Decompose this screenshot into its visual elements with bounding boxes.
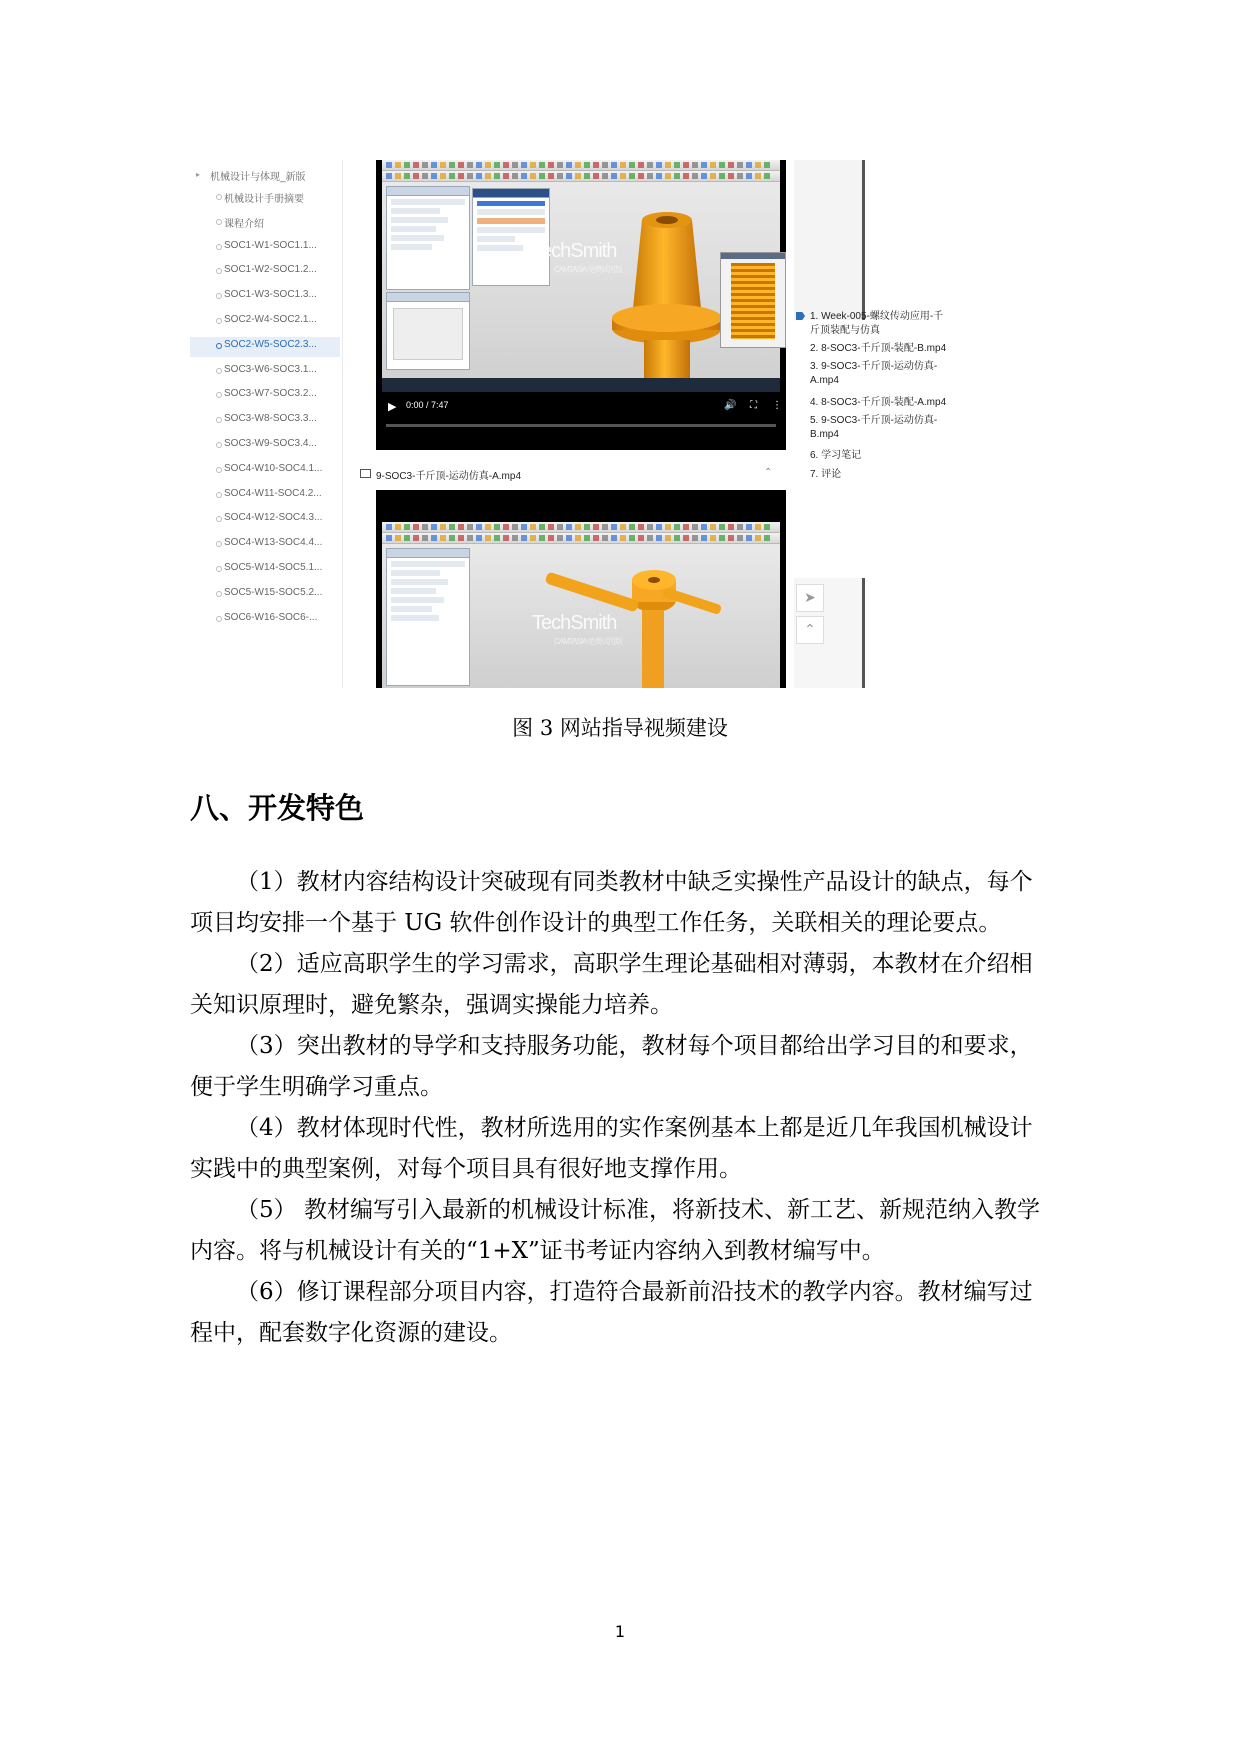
ug-toolbar xyxy=(382,160,780,171)
bullet-icon xyxy=(216,343,222,349)
toolbar-tool-icon xyxy=(395,524,401,530)
thread-preview-window xyxy=(720,252,786,348)
bullet-icon xyxy=(216,244,222,250)
more-options-icon[interactable]: ⋮ xyxy=(772,400,782,411)
bullet-icon xyxy=(216,591,222,597)
toolbar-tool-icon xyxy=(764,524,770,530)
toolbar-tool-icon xyxy=(413,162,419,168)
toolbar-tool-icon xyxy=(593,524,599,530)
playlist-item[interactable]: A.mp4 xyxy=(810,375,839,386)
playlist-item[interactable]: 1. Week-005-螺纹传动应用-千 xyxy=(810,311,944,322)
toolbar-tool-icon xyxy=(620,173,626,179)
toolbar-tool-icon xyxy=(503,524,509,530)
toolbar-tool-icon xyxy=(746,535,752,541)
toolbar-tool-icon xyxy=(557,162,563,168)
toolbar-tool-icon xyxy=(611,535,617,541)
toolbar-tool-icon xyxy=(683,535,689,541)
toolbar-tool-icon xyxy=(674,535,680,541)
toolbar-tool-icon xyxy=(701,535,707,541)
toolbar-tool-icon xyxy=(728,173,734,179)
bullet-icon xyxy=(216,194,222,200)
toolbar-tool-icon xyxy=(629,524,635,530)
video-2-title-row xyxy=(360,467,790,485)
toolbar-tool-icon xyxy=(755,524,761,530)
collapse-chevron-icon[interactable]: ⌃ xyxy=(764,467,773,478)
toolbar-tool-icon xyxy=(485,162,491,168)
sidebar-item-label: SOC4-W10-SOC4.1... xyxy=(224,462,323,474)
toolbar-tool-icon xyxy=(440,524,446,530)
toolbar-tool-icon xyxy=(656,173,662,179)
toolbar-tool-icon xyxy=(530,535,536,541)
toolbar-tool-icon xyxy=(728,524,734,530)
sidebar-item[interactable] xyxy=(190,287,340,307)
toolbar-tool-icon xyxy=(710,173,716,179)
toolbar-tool-icon xyxy=(755,535,761,541)
figure-caption: 图 3 网站指导视频建设 xyxy=(512,716,728,740)
toolbar-tool-icon xyxy=(476,162,482,168)
toolbar-tool-icon xyxy=(647,524,653,530)
toolbar-tool-icon xyxy=(665,162,671,168)
sidebar-item-label: SOC3-W7-SOC3.2... xyxy=(224,388,317,400)
toolbar-tool-icon xyxy=(476,173,482,179)
toolbar-tool-icon xyxy=(521,162,527,168)
toolbar-tool-icon xyxy=(539,535,545,541)
paragraph-4: （4）教材体现时代性，教材所选用的实作案例基本上都是近几年我国机械设计实践中的典型案例，对每个项目具有很好地支撑作用。 xyxy=(190,1115,1033,1182)
toolbar-tool-icon xyxy=(602,162,608,168)
toolbar-tool-icon xyxy=(548,535,554,541)
toolbar-tool-icon xyxy=(395,535,401,541)
bullet-icon xyxy=(216,492,222,498)
sidebar-item[interactable] xyxy=(190,238,340,258)
toolbar-tool-icon xyxy=(494,162,500,168)
toolbar-tool-icon xyxy=(584,535,590,541)
sidebar-item[interactable] xyxy=(190,188,340,208)
toolbar-tool-icon xyxy=(521,173,527,179)
watermark-sub-2: CAMTASIA 免费试用版 xyxy=(554,637,623,646)
toolbar-tool-icon xyxy=(521,535,527,541)
toolbar-tool-icon xyxy=(602,524,608,530)
sidebar-item-label: SOC6-W16-SOC6-... xyxy=(224,611,318,623)
video-player-2[interactable] xyxy=(376,490,786,688)
sidebar-item-label: SOC1-W2-SOC1.2... xyxy=(224,264,317,276)
toolbar-tool-icon xyxy=(647,173,653,179)
toolbar-tool-icon xyxy=(710,535,716,541)
toolbar-tool-icon xyxy=(692,535,698,541)
toolbar-tool-icon xyxy=(674,524,680,530)
toolbar-tool-icon xyxy=(485,535,491,541)
toolbar-tool-icon xyxy=(611,162,617,168)
toolbar-tool-icon xyxy=(719,173,725,179)
toolbar-tool-icon xyxy=(404,535,410,541)
toolbar-tool-icon xyxy=(557,524,563,530)
toolbar-tool-icon xyxy=(413,535,419,541)
toolbar-tool-icon xyxy=(494,173,500,179)
toolbar-tool-icon xyxy=(602,173,608,179)
sidebar-item[interactable] xyxy=(190,585,340,605)
toolbar-tool-icon xyxy=(422,162,428,168)
bullet-icon xyxy=(216,368,222,374)
toolbar-tool-icon xyxy=(566,524,572,530)
toolbar-tool-icon xyxy=(548,524,554,530)
sidebar-item-label: SOC4-W12-SOC4.3... xyxy=(224,512,323,524)
preview-panel xyxy=(386,292,470,370)
toolbar-tool-icon xyxy=(449,524,455,530)
watermark-sub: CAMTASIA 免费试用版 xyxy=(554,265,623,274)
toolbar-tool-icon xyxy=(674,162,680,168)
playlist-item[interactable]: 斤顶装配与仿真 xyxy=(810,325,880,336)
toolbar-tool-icon xyxy=(530,524,536,530)
toolbar-tool-icon xyxy=(746,524,752,530)
bullet-icon xyxy=(216,566,222,572)
section-heading: 八、开发特色 xyxy=(190,791,365,825)
toolbar-tool-icon xyxy=(494,524,500,530)
playlist-item[interactable]: 2. 8-SOC3-千斤顶-装配-B.mp4 xyxy=(810,343,947,354)
playlist-panel xyxy=(794,160,974,688)
toolbar-tool-icon xyxy=(719,524,725,530)
toolbar-tool-icon xyxy=(566,173,572,179)
toolbar-tool-icon xyxy=(746,162,752,168)
sidebar-item-label: 机械设计与体现_新版 xyxy=(210,172,306,183)
toolbar-tool-icon xyxy=(683,162,689,168)
toolbar-tool-icon xyxy=(737,162,743,168)
toolbar-tool-icon xyxy=(557,535,563,541)
toolbar-tool-icon xyxy=(494,535,500,541)
sidebar-item[interactable] xyxy=(190,337,340,357)
playlist-item[interactable]: 5. 9-SOC3-千斤顶-运动仿真- xyxy=(810,415,938,426)
toolbar-tool-icon xyxy=(386,162,392,168)
toolbar-tool-icon xyxy=(638,524,644,530)
toolbar-tool-icon xyxy=(467,524,473,530)
bullet-icon xyxy=(216,616,222,622)
toolbar-tool-icon xyxy=(593,173,599,179)
toolbar-tool-icon xyxy=(503,173,509,179)
toolbar-tool-icon xyxy=(476,535,482,541)
sidebar-item[interactable] xyxy=(190,436,340,456)
watermark: TechSmith xyxy=(532,240,617,262)
sidebar-item[interactable] xyxy=(190,213,340,233)
toolbar-tool-icon xyxy=(602,535,608,541)
toolbar-tool-icon xyxy=(422,524,428,530)
video-player-1[interactable] xyxy=(376,160,786,450)
toolbar-tool-icon xyxy=(620,162,626,168)
page-number: 1 xyxy=(614,1622,626,1641)
toolbar-tool-icon xyxy=(620,524,626,530)
paragraph-5: （5） 教材编写引入最新的机械设计标准，将新技术、新工艺、新规范纳入教学内容。将与机械设计有关的“1+X”证书考证内容纳入到教材编写中。 xyxy=(190,1197,1040,1264)
toolbar-tool-icon xyxy=(719,162,725,168)
toolbar-tool-icon xyxy=(764,535,770,541)
toolbar-tool-icon xyxy=(485,173,491,179)
toolbar-tool-icon xyxy=(530,162,536,168)
bullet-icon xyxy=(216,516,222,522)
toolbar-tool-icon xyxy=(386,535,392,541)
sidebar-item[interactable] xyxy=(190,486,340,506)
watermark-2: TechSmith xyxy=(532,612,617,634)
toolbar-tool-icon xyxy=(449,162,455,168)
ug-software-window xyxy=(382,160,780,392)
sidebar-item[interactable] xyxy=(190,461,340,481)
toolbar-tool-icon xyxy=(431,524,437,530)
sidebar-item-label: SOC4-W13-SOC4.4... xyxy=(224,537,323,549)
sidebar-item[interactable] xyxy=(190,510,340,530)
toolbar-tool-icon xyxy=(530,173,536,179)
chevron-up-icon: ⌃ xyxy=(804,622,816,638)
toolbar-tool-icon xyxy=(467,162,473,168)
scroll-top-button[interactable] xyxy=(796,616,824,644)
sidebar-item[interactable] xyxy=(190,386,340,406)
sidebar-item[interactable] xyxy=(190,411,340,431)
toolbar-tool-icon xyxy=(692,524,698,530)
toolbar-tool-icon xyxy=(647,535,653,541)
toolbar-tool-icon xyxy=(395,173,401,179)
checkbox-icon[interactable] xyxy=(360,469,371,478)
sidebar-item-label: SOC3-W8-SOC3.3... xyxy=(224,413,317,425)
toolbar-tool-icon xyxy=(674,173,680,179)
play-icon[interactable]: ▶ xyxy=(388,400,397,413)
toolbar-tool-icon xyxy=(629,535,635,541)
toolbar-tool-icon xyxy=(449,173,455,179)
assembly-navigator-panel-2 xyxy=(386,548,470,686)
toolbar-tool-icon xyxy=(764,173,770,179)
sidebar-item[interactable] xyxy=(190,560,340,580)
toolbar-tool-icon xyxy=(503,535,509,541)
toolbar-tool-icon xyxy=(422,535,428,541)
toolbar-tool-icon xyxy=(404,524,410,530)
toolbar-tool-icon xyxy=(575,162,581,168)
toolbar-tool-icon xyxy=(584,173,590,179)
progress-bar[interactable] xyxy=(386,424,776,427)
toolbar-tool-icon xyxy=(692,162,698,168)
toolbar-tool-icon xyxy=(629,173,635,179)
toolbar-tool-icon xyxy=(512,524,518,530)
toolbar-tool-icon xyxy=(755,173,761,179)
toolbar-tool-icon xyxy=(395,162,401,168)
toolbar-tool-icon xyxy=(512,162,518,168)
bullet-icon xyxy=(216,318,222,324)
toolbar-tool-icon xyxy=(449,535,455,541)
toolbar-tool-icon xyxy=(665,524,671,530)
toolbar-tool-icon xyxy=(575,524,581,530)
volume-icon[interactable]: 🔊 xyxy=(724,400,737,411)
toolbar-tool-icon xyxy=(656,535,662,541)
sidebar-item[interactable] xyxy=(190,535,340,555)
toolbar-tool-icon xyxy=(413,524,419,530)
bullet-icon xyxy=(216,219,222,225)
toolbar-tool-icon xyxy=(665,173,671,179)
toolbar-tool-icon xyxy=(557,173,563,179)
sidebar-item-label: SOC2-W4-SOC2.1... xyxy=(224,314,317,325)
send-button[interactable] xyxy=(796,584,824,612)
toolbar-tool-icon xyxy=(386,524,392,530)
sidebar-item-label: SOC1-W1-SOC1.1... xyxy=(224,239,317,251)
toolbar-tool-icon xyxy=(764,162,770,168)
video-2-title: 9-SOC3-千斤顶-运动仿真-A.mp4 xyxy=(376,471,522,482)
toolbar-tool-icon xyxy=(458,173,464,179)
toolbar-tool-icon xyxy=(647,162,653,168)
toolbar-tool-icon xyxy=(440,535,446,541)
toolbar-tool-icon xyxy=(566,535,572,541)
toolbar-tool-icon xyxy=(683,524,689,530)
toolbar-tool-icon xyxy=(719,535,725,541)
course-sidebar xyxy=(190,160,343,688)
sidebar-item-label: SOC5-W15-SOC5.2... xyxy=(224,586,323,598)
video-controls xyxy=(376,396,786,450)
toolbar-tool-icon xyxy=(593,535,599,541)
bullet-icon xyxy=(216,293,222,299)
paragraph-2: （2）适应高职学生的学习需求，高职学生理论基础相对薄弱，本教材在介绍相关知识原理时，避免繁杂，强调实操能力培养。 xyxy=(190,951,1033,1018)
sidebar-item-label: SOC3-W9-SOC3.4... xyxy=(224,438,317,449)
dialog-box xyxy=(472,188,550,286)
sidebar-item[interactable] xyxy=(190,610,340,630)
toolbar-tool-icon xyxy=(548,162,554,168)
toolbar-tool-icon xyxy=(458,162,464,168)
send-icon: ➤ xyxy=(804,590,816,606)
sidebar-course-title[interactable] xyxy=(190,166,340,186)
playlist-item[interactable]: 7. 评论 xyxy=(810,469,842,480)
bullet-icon xyxy=(216,467,222,473)
toolbar-tool-icon xyxy=(476,524,482,530)
toolbar-tool-icon xyxy=(404,162,410,168)
video-time: 0:00 / 7:47 xyxy=(406,400,449,410)
toolbar-tool-icon xyxy=(485,524,491,530)
toolbar-tool-icon xyxy=(521,524,527,530)
ug-software-window-2 xyxy=(382,522,780,688)
assembly-navigator-panel xyxy=(386,186,470,290)
toolbar-tool-icon xyxy=(656,524,662,530)
toolbar-tool-icon xyxy=(692,173,698,179)
body-text xyxy=(190,862,1050,1354)
toolbar-tool-icon xyxy=(413,173,419,179)
sidebar-item-label: SOC4-W11-SOC4.2... xyxy=(224,487,322,499)
windows-taskbar xyxy=(382,378,780,392)
toolbar-tool-icon xyxy=(620,535,626,541)
toolbar-tool-icon xyxy=(638,173,644,179)
toolbar-tool-icon xyxy=(746,173,752,179)
toolbar-tool-icon xyxy=(440,173,446,179)
fullscreen-icon[interactable]: ⛶ xyxy=(750,400,757,411)
toolbar-tool-icon xyxy=(656,162,662,168)
toolbar-tool-icon xyxy=(512,535,518,541)
toolbar-tool-icon xyxy=(710,162,716,168)
sidebar-item-label: SOC2-W5-SOC2.3... xyxy=(224,338,317,350)
paragraph-1: （1）教材内容结构设计突破现有同类教材中缺乏实操性产品设计的缺点，每个项目均安排一个基于 UG 软件创作设计的典型工作任务，关联相关的理论要点。 xyxy=(190,869,1033,936)
bullet-icon xyxy=(216,541,222,547)
chevron-right-icon: ▸ xyxy=(196,170,201,179)
slide-thumbnail xyxy=(794,160,865,320)
playlist-item[interactable]: B.mp4 xyxy=(810,429,839,440)
toolbar-tool-icon xyxy=(539,162,545,168)
website-screenshot-figure xyxy=(190,160,974,688)
playlist-item[interactable]: 4. 8-SOC3-千斤顶-装配-A.mp4 xyxy=(810,397,947,408)
toolbar-tool-icon xyxy=(665,535,671,541)
toolbar-tool-icon xyxy=(467,535,473,541)
toolbar-tool-icon xyxy=(638,162,644,168)
toolbar-tool-icon xyxy=(512,173,518,179)
toolbar-tool-icon xyxy=(503,162,509,168)
toolbar-tool-icon xyxy=(467,173,473,179)
sidebar-item-label: 课程介绍 xyxy=(224,218,264,230)
toolbar-tool-icon xyxy=(575,535,581,541)
toolbar-tool-icon xyxy=(539,524,545,530)
toolbar-tool-icon xyxy=(629,162,635,168)
sidebar-item-label: SOC1-W3-SOC1.3... xyxy=(224,289,317,301)
bullet-icon xyxy=(216,442,222,448)
toolbar-tool-icon xyxy=(737,524,743,530)
playlist-item[interactable]: 3. 9-SOC3-千斤顶-运动仿真- xyxy=(810,361,938,372)
toolbar-tool-icon xyxy=(701,173,707,179)
sidebar-item[interactable] xyxy=(190,262,340,282)
toolbar-tool-icon xyxy=(593,162,599,168)
toolbar-tool-icon xyxy=(548,173,554,179)
sidebar-item[interactable] xyxy=(190,362,340,382)
toolbar-tool-icon xyxy=(386,173,392,179)
toolbar-tool-icon xyxy=(404,173,410,179)
toolbar-tool-icon xyxy=(539,173,545,179)
toolbar-tool-icon xyxy=(458,524,464,530)
sidebar-item-label: 机械设计手册摘要 xyxy=(224,194,304,205)
ug-toolbar-2 xyxy=(382,171,780,182)
toolbar-tool-icon xyxy=(575,173,581,179)
toolbar-tool-icon xyxy=(431,162,437,168)
toolbar-tool-icon xyxy=(584,524,590,530)
toolbar-tool-icon xyxy=(755,162,761,168)
paragraph-3: （3）突出教材的导学和支持服务功能，教材每个项目都给出学习目的和要求，便于学生明确学习重点。 xyxy=(190,1033,1033,1100)
toolbar-tool-icon xyxy=(440,162,446,168)
toolbar-tool-icon xyxy=(422,173,428,179)
toolbar-tool-icon xyxy=(611,524,617,530)
toolbar-tool-icon xyxy=(710,524,716,530)
toolbar-tool-icon xyxy=(728,162,734,168)
toolbar-tool-icon xyxy=(638,535,644,541)
toolbar-tool-icon xyxy=(431,535,437,541)
toolbar-tool-icon xyxy=(584,162,590,168)
toolbar-tool-icon xyxy=(566,162,572,168)
toolbar-tool-icon xyxy=(458,535,464,541)
toolbar-tool-icon xyxy=(611,173,617,179)
toolbar-tool-icon xyxy=(701,524,707,530)
jack-part-3d xyxy=(602,200,732,380)
toolbar-tool-icon xyxy=(683,173,689,179)
playlist-item[interactable]: 6. 学习笔记 xyxy=(810,450,862,461)
bullet-icon xyxy=(216,392,222,398)
toolbar-tool-icon xyxy=(737,173,743,179)
paragraph-6: （6）修订课程部分项目内容，打造符合最新前沿技术的教学内容。教材编写过程中，配套数字化资源的建设。 xyxy=(190,1279,1033,1346)
toolbar-tool-icon xyxy=(728,535,734,541)
toolbar-tool-icon xyxy=(701,162,707,168)
sidebar-item[interactable] xyxy=(190,312,340,332)
bullet-icon xyxy=(216,268,222,274)
bullet-icon xyxy=(216,417,222,423)
sidebar-item-label: SOC5-W14-SOC5.1... xyxy=(224,562,323,573)
sidebar-item-label: SOC3-W6-SOC3.1... xyxy=(224,363,317,375)
toolbar-tool-icon xyxy=(431,173,437,179)
toolbar-tool-icon xyxy=(737,535,743,541)
